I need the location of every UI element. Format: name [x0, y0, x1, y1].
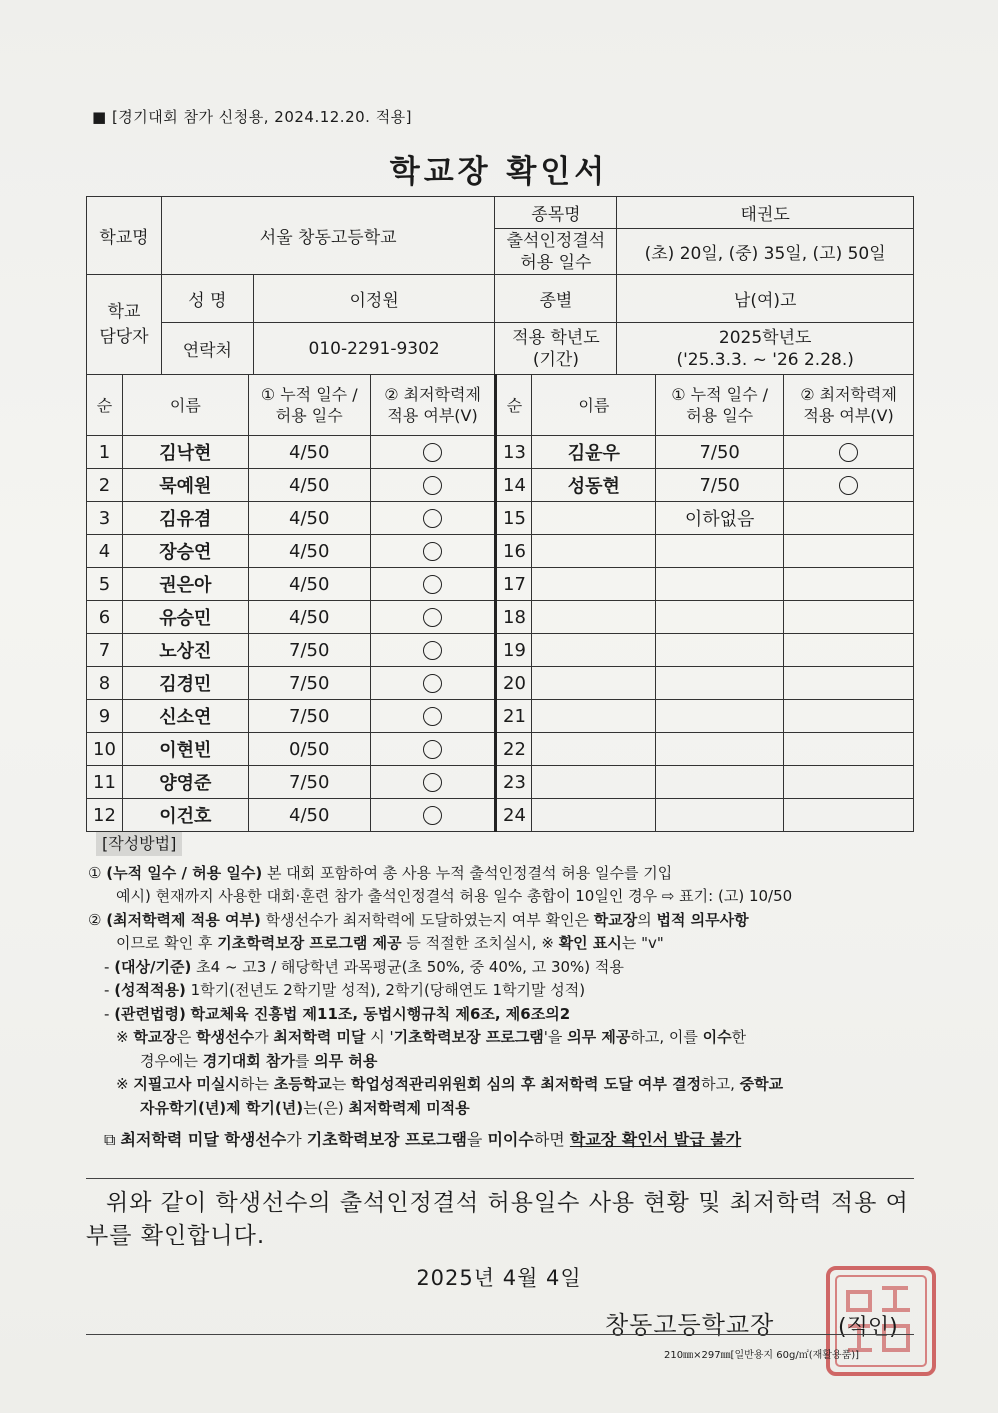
athlete-roster-table — [86, 374, 914, 832]
row-number: 8 — [87, 667, 123, 700]
table-row — [87, 535, 914, 568]
row-number: 10 — [87, 733, 123, 766]
row-number: 15 — [496, 502, 532, 535]
check-circle-mark — [423, 641, 442, 660]
absence-days: 7/50 — [248, 766, 370, 799]
document-title: 학교장 확인서 — [389, 154, 609, 190]
col-header-days-right: ① 누적 일수 / 허용 일수 — [656, 375, 784, 436]
guide-note-1: ※ 학교장은 학생선수가 최저학력 미달 시 '기초학력보장 프로그램'을 의무 제공하고, 이를 이수한 — [116, 1028, 747, 1046]
athlete-name: 김윤우 — [532, 436, 656, 469]
min-academic-applied — [784, 469, 914, 502]
absence-days: 4/50 — [248, 436, 370, 469]
check-circle-mark — [423, 773, 442, 792]
table-row — [87, 700, 914, 733]
athlete-name — [532, 535, 656, 568]
row-number: 1 — [87, 436, 123, 469]
min-academic-applied — [370, 469, 496, 502]
table-row — [87, 436, 914, 469]
min-academic-applied — [370, 766, 496, 799]
check-circle-mark — [839, 443, 858, 462]
check-circle-mark — [423, 542, 442, 561]
row-number: 23 — [496, 766, 532, 799]
absence-days — [656, 700, 784, 733]
table-row — [87, 601, 914, 634]
allowed-days-label: 출석인정결석 허용 일수 — [495, 229, 617, 275]
table-row — [87, 634, 914, 667]
min-academic-applied — [784, 634, 914, 667]
table-row — [87, 568, 914, 601]
check-circle-mark — [839, 476, 858, 495]
athlete-name: 김경민 — [122, 667, 248, 700]
absence-days — [656, 733, 784, 766]
info-table — [86, 196, 914, 375]
absence-days — [656, 535, 784, 568]
guide-target-line: - (대상/기준) 초4 ~ 고3 / 해당학년 과목평균(초 50%, 중 40%, 고 30%) 적용 — [104, 957, 624, 976]
absence-days: 7/50 — [248, 700, 370, 733]
check-circle-mark — [423, 707, 442, 726]
min-academic-applied — [784, 436, 914, 469]
min-academic-applied — [784, 667, 914, 700]
check-circle-mark — [423, 575, 442, 594]
school-name-label: 학교명 — [87, 197, 162, 275]
gender-value: 남(여)고 — [617, 275, 914, 323]
absence-days: 이하없음 — [656, 502, 784, 535]
row-number: 13 — [496, 436, 532, 469]
absence-days: 4/50 — [248, 601, 370, 634]
row-number: 9 — [87, 700, 123, 733]
guide-note-1-cont: 경우에는 경기대회 참가를 의무 허용 — [140, 1051, 378, 1070]
min-academic-applied — [370, 700, 496, 733]
absence-days — [656, 634, 784, 667]
absence-days: 7/50 — [248, 667, 370, 700]
col-header-name-right: 이름 — [532, 375, 656, 436]
guide-item-2: ② (최저학력제 적용 여부) 학생선수가 최저학력에 도달하였는지 여부 확인은 학교장의 법적 의무사항 — [88, 910, 749, 929]
athlete-name: 이건호 — [122, 799, 248, 832]
absence-days — [656, 667, 784, 700]
guide-item-2-cont: 이므로 확인 후 기초학력보장 프로그램 제공 등 적절한 조치실시, ※ 확인 표시는 "v" — [116, 934, 664, 952]
row-number: 17 — [496, 568, 532, 601]
absence-days — [656, 601, 784, 634]
name-label: 성 명 — [161, 275, 253, 323]
col-header-no-left: 순 — [87, 375, 123, 436]
row-number: 12 — [87, 799, 123, 832]
seal-label: (직인) — [838, 1315, 898, 1340]
row-number: 19 — [496, 634, 532, 667]
table-row — [87, 799, 914, 832]
min-academic-applied — [370, 733, 496, 766]
athlete-name: 신소연 — [122, 700, 248, 733]
guide-item-1: ① (누적 일수 / 허용 일수) 본 대회 포함하여 총 사용 누적 출석인정결석 허용 일수를 기입 — [88, 863, 673, 882]
col-header-name-left: 이름 — [122, 375, 248, 436]
absence-days: 4/50 — [248, 502, 370, 535]
table-row — [87, 502, 914, 535]
row-number: 18 — [496, 601, 532, 634]
row-number: 21 — [496, 700, 532, 733]
row-number: 24 — [496, 799, 532, 832]
absence-days: 4/50 — [248, 469, 370, 502]
athlete-name: 장승연 — [122, 535, 248, 568]
min-academic-applied — [370, 436, 496, 469]
sport-label: 종목명 — [495, 197, 617, 229]
paper-spec: 210㎜×297㎜[일반용지 60g/㎡(재활용품)] — [664, 1350, 860, 1361]
absence-days: 7/50 — [656, 469, 784, 502]
contact-value: 010-2291-9302 — [253, 323, 495, 375]
min-academic-applied — [784, 535, 914, 568]
min-academic-applied — [370, 568, 496, 601]
athlete-name: 이현빈 — [122, 733, 248, 766]
athlete-name: 성동현 — [532, 469, 656, 502]
row-number: 5 — [87, 568, 123, 601]
absence-days — [656, 766, 784, 799]
allowed-days-value: (초) 20일, (중) 35일, (고) 50일 — [617, 229, 914, 275]
athlete-name — [532, 766, 656, 799]
athlete-name — [532, 601, 656, 634]
guide-note-2: ※ 지필고사 미실시하는 초등학교는 학업성적관리위원회 심의 후 최저학력 도달 여부 결정하고, 중학교 — [116, 1075, 784, 1093]
absence-days — [656, 568, 784, 601]
absence-days: 7/50 — [248, 634, 370, 667]
row-number: 14 — [496, 469, 532, 502]
guide-grade-line: - (성적적용) 1학기(전년도 2학기말 성적), 2학기(당해연도 1학기말 성적) — [104, 981, 586, 999]
table-row — [87, 667, 914, 700]
athlete-name — [532, 733, 656, 766]
form-version-note: ■ [경기대회 참가 신청용, 2024.12.20. 적용] — [92, 108, 413, 126]
principal-signature-line: 창동고등학교장 — [605, 1311, 775, 1339]
min-academic-applied — [784, 568, 914, 601]
col-header-days-left: ① 누적 일수 / 허용 일수 — [248, 375, 370, 436]
guide-warning: ⧉ 최저학력 미달 학생선수가 기초학력보장 프로그램을 미이수하면 학교장 확인서 발급 불가 — [104, 1130, 742, 1149]
athlete-name — [532, 799, 656, 832]
min-academic-applied — [370, 601, 496, 634]
check-circle-mark — [423, 608, 442, 627]
absence-days — [656, 799, 784, 832]
check-circle-mark — [423, 509, 442, 528]
table-row — [87, 733, 914, 766]
absence-days: 0/50 — [248, 733, 370, 766]
athlete-name: 양영준 — [122, 766, 248, 799]
guide-note-2-cont: 자유학기(년)제 학기(년)는(은) 최저학력제 미적용 — [140, 1098, 470, 1117]
table-row — [87, 766, 914, 799]
athlete-name: 김낙현 — [122, 436, 248, 469]
check-circle-mark — [423, 476, 442, 495]
confirmation-statement: 위와 같이 학생선수의 출석인정결석 허용일수 사용 현황 및 최저학력 적용 여부를 확인합니다. — [86, 1178, 914, 1253]
min-academic-applied — [784, 700, 914, 733]
guide-law-line: - (관련법령) 학교체육 진흥법 제11조, 동법시행규칙 제6조, 제6조의2 — [104, 1004, 571, 1023]
name-value: 이정원 — [253, 275, 495, 323]
absence-days: 4/50 — [248, 568, 370, 601]
min-academic-applied — [784, 502, 914, 535]
min-academic-applied — [784, 766, 914, 799]
athlete-name: 권은아 — [122, 568, 248, 601]
row-number: 20 — [496, 667, 532, 700]
col-header-no-right: 순 — [496, 375, 532, 436]
check-circle-mark — [423, 740, 442, 759]
athlete-name — [532, 568, 656, 601]
row-number: 22 — [496, 733, 532, 766]
sport-value: 태권도 — [617, 197, 914, 229]
min-academic-applied — [370, 799, 496, 832]
min-academic-applied — [784, 733, 914, 766]
min-academic-applied — [784, 799, 914, 832]
guide-item-1-example: 예시) 현재까지 사용한 대회·훈련 참가 출석인정결석 허용 일수 총합이 10일인 경우 ⇨ 표기: (고) 10/50 — [116, 887, 793, 905]
col-header-apply-right: ② 최저학력제 적용 여부(V) — [784, 375, 914, 436]
min-academic-applied — [370, 502, 496, 535]
athlete-name: 묵예원 — [122, 469, 248, 502]
contact-label: 연락처 — [161, 323, 253, 375]
min-academic-applied — [370, 535, 496, 568]
row-number: 16 — [496, 535, 532, 568]
col-header-apply-left: ② 최저학력제 적용 여부(V) — [370, 375, 496, 436]
absence-days: 7/50 — [656, 436, 784, 469]
athlete-name: 유승민 — [122, 601, 248, 634]
min-academic-applied — [370, 667, 496, 700]
gender-label: 종별 — [495, 275, 617, 323]
row-number: 7 — [87, 634, 123, 667]
guidelines-heading: [작성방법] — [96, 832, 182, 856]
row-number: 11 — [87, 766, 123, 799]
absence-days: 4/50 — [248, 799, 370, 832]
row-number: 3 — [87, 502, 123, 535]
check-circle-mark — [423, 443, 442, 462]
row-number: 2 — [87, 469, 123, 502]
staff-label: 학교 담당자 — [87, 275, 162, 375]
min-academic-applied — [370, 634, 496, 667]
athlete-name — [532, 667, 656, 700]
school-year-label: 적용 학년도 (기간) — [495, 323, 617, 375]
athlete-name — [532, 502, 656, 535]
athlete-name: 김유겸 — [122, 502, 248, 535]
athlete-name — [532, 700, 656, 733]
row-number: 6 — [87, 601, 123, 634]
guidelines-section — [88, 832, 914, 1152]
footer-rule — [86, 1334, 914, 1335]
table-row — [87, 469, 914, 502]
athlete-name: 노상진 — [122, 634, 248, 667]
check-circle-mark — [423, 806, 442, 825]
absence-days: 4/50 — [248, 535, 370, 568]
check-circle-mark — [423, 674, 442, 693]
athlete-name — [532, 634, 656, 667]
issue-date: 2025년 4월 4일 — [416, 1266, 582, 1290]
min-academic-applied — [784, 601, 914, 634]
school-name-value: 서울 창동고등학교 — [161, 197, 495, 275]
school-year-value: 2025학년도 ('25.3.3. ~ '26 2.28.) — [617, 323, 914, 375]
row-number: 4 — [87, 535, 123, 568]
